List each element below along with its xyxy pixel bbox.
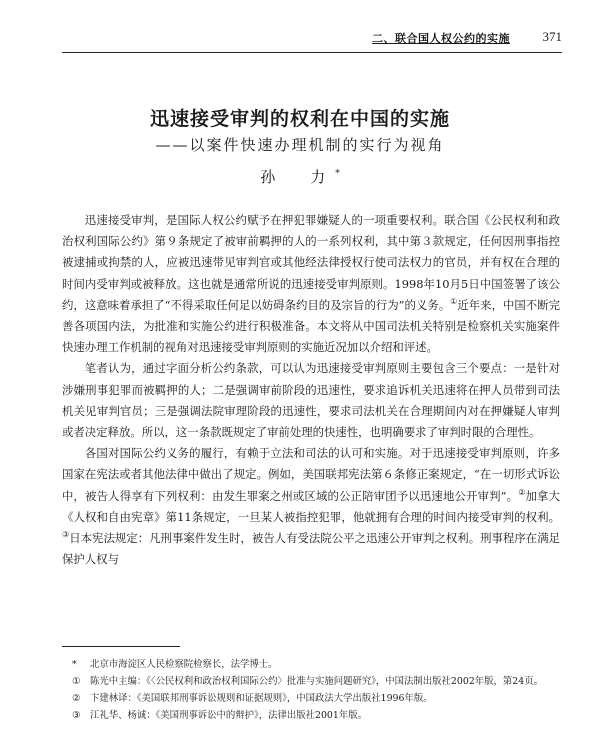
footnote-text: 卞建林译：《美国联邦刑事诉讼规则和证据规则》，中国政法大学出版社1996年版。 [90,693,433,704]
header-section-title: 二、联合国人权公约的实施 [372,32,510,45]
paragraph-text: 迅速接受审判，是国际人权公约赋予在押犯罪嫌疑人的一项重要权利。联合国《公民权利和政治权利国际公约》第９条规定了被审前羁押的人的一系列权利，其中第３款规定，任何因刑事指控被逮捕或拘禁的人，应被迅速带见审判官或其他经法律授权行使司法权力的官员，并有权在合理的时间内受审判或被释放。这也就是通常所说的迅速接受审判原则。1998年10月5日中国签署了该公约，这意味着承担了“不得采取任何足以妨碍条约目的及宗旨的行为”的义务。 [62,213,560,312]
footnote-reference: ② [518,487,526,497]
footnote-text: 江礼华、杨诚：《美国刑事诉讼中的辩护》，法律出版社2001年版。 [90,710,367,721]
footnote-text: 北京市海淀区人民检察院检察长，法学博士。 [90,659,278,670]
footnote-item [62,690,560,707]
article-title: 迅速接受审判的权利在中国的实施 [149,108,450,130]
paragraph-text: 近年来，中国不断完善各项国内法，为批准和实施公约进行积极准备。本文将从中国司法机关特别是检察机关实施案件快速办理工作机制的视角对迅速接受审判原则的实施近况加以介绍和评述。 [62,297,560,355]
body-paragraph [62,443,560,570]
running-header [62,28,562,53]
author-name: 孙 力 [260,168,336,186]
footnote-text: 陈光中主编：《〈公民权利和政治权利国际公约〉批准与实施问题研究》，中国法制出版社2002年版，第24页。 [90,676,543,687]
footnote-mark: ② [72,693,81,704]
footnote-divider [62,646,180,647]
article-subtitle: ——以案件快速办理机制的实行为视角 [155,136,445,154]
footnote-mark: * [72,659,77,670]
footnote-mark: ③ [72,710,81,721]
footnote-item [62,656,560,673]
author-footnote-mark: * [335,169,340,179]
body-paragraph [62,358,560,443]
footnote-mark: ① [72,676,81,687]
page-number: 371 [542,29,562,44]
article-body [62,210,560,570]
footnote-reference: ① [450,297,458,307]
paragraph-text: 笔者认为，通过字面分析公约条款，可以认为迅速接受审判原则主要包含三个要点：一是针对涉嫌刑事犯罪而被羁押的人；二是强调审前阶段的迅速性，要求追诉机关迅速将在押人员带到司法机关见审判官员；三是强调法院审理阶段的迅速性，要求司法机关在合理期间内对在押嫌疑人审判或者决定释放。所以，这一条款既规定了审前处理的快速性，也明确要求了审判时限的合理性。 [62,361,560,440]
footnote-item [62,707,560,724]
author-line [0,166,600,187]
body-paragraph [62,210,560,358]
footnote-reference: ③ [62,530,70,540]
paragraph-text: 日本宪法规定：凡刑事案件发生时，被告人有受法院公平之迅速公开审判之权利。刑事程序在满足保护人权与 [62,531,560,567]
footnotes [62,656,560,724]
paragraph-text: 加拿大《人权和自由宪章》第11条规定，一旦某人被指控犯罪，他就拥有合理的时间内接受审判的权利。 [62,488,560,524]
footnote-item [62,673,560,690]
paragraph-text: 各国对国际公约义务的履行，有赖于立法和司法的认可和实施。对于迅速接受审判原则，许多国家在宪法或者其他法律中做出了规定。例如，美国联邦宪法第６条修正案规定，“在一切形式诉讼中，被告人得享有下列权利：由发生罪案之州或区域的公正陪审团予以迅速地公开审判”。 [62,446,560,503]
